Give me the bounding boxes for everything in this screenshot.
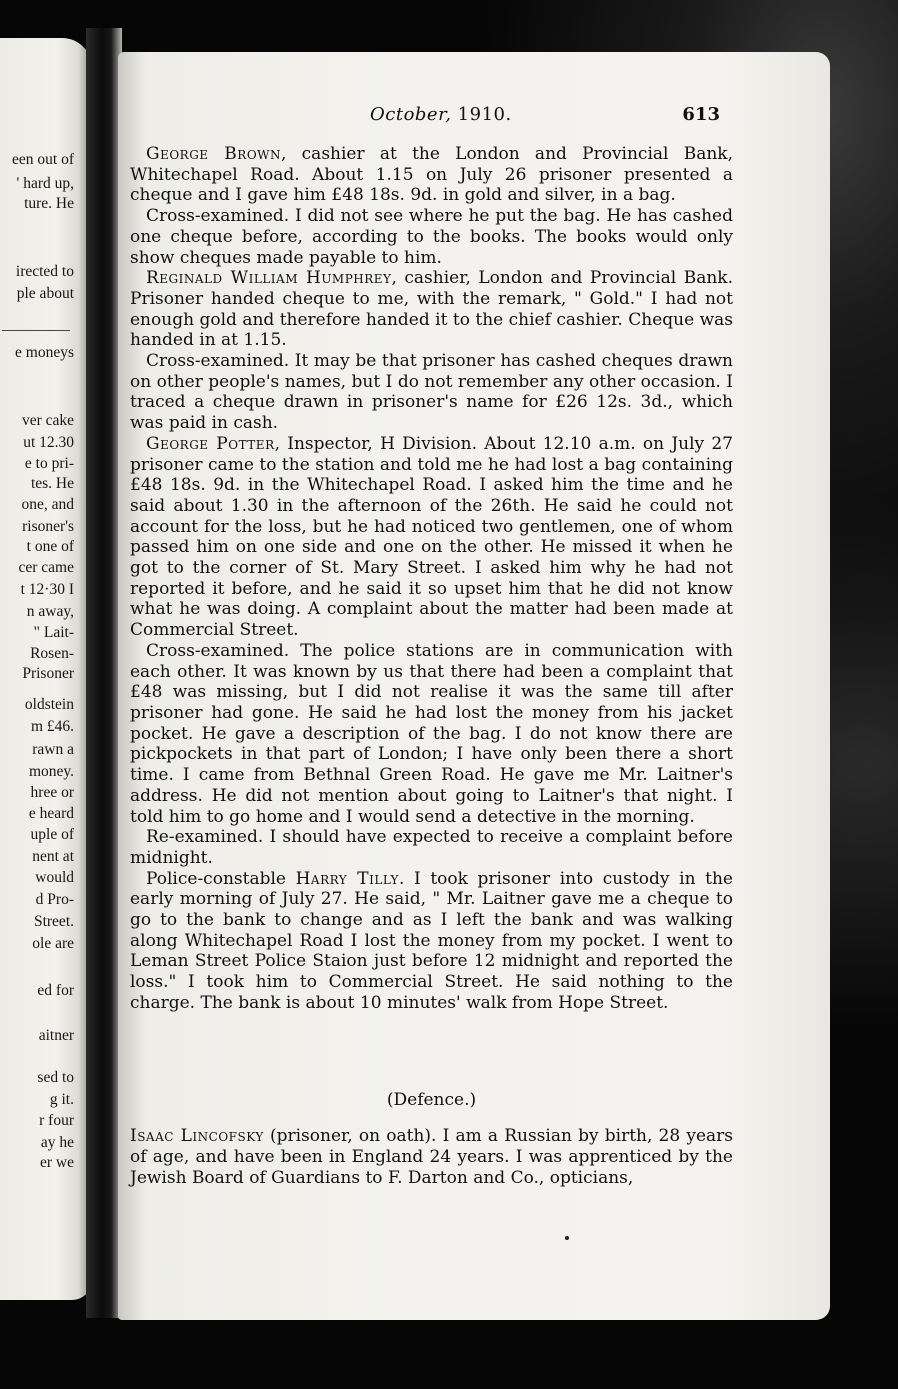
paragraph-text: (prisoner, on oath). I am a Russian by birth, 28 years of age, and have been in England 24 years. I was apprenticed by the Jewish Board of Guardians to F. Darton and Co., opticians,	[130, 1126, 734, 1188]
left-page-fragment: n away,	[26, 603, 74, 620]
page-body-text	[130, 144, 733, 1014]
paragraph-text: , Inspector, H Division. About 12.10 a.m. on July 27 prisoner came to the station and told me he had lost a bag containing £48 18s. 9d. in the Whitechapel Road. I asked him the time and he said about 1.30 in the afternoon of the 26th. He said he could not account for the loss, but he had noticed two gentlemen, one of whom passed him on one side and one on the other. He missed it when he got to the corner of St. Mary Street. I asked him why he had not reported it before, and he said it so upset him that he did not know what he was doing. A complaint about the matter had been made at Commercial Street.	[130, 433, 734, 641]
left-page-fragment: oldstein	[24, 696, 74, 713]
left-facing-page	[0, 38, 92, 1300]
witness-name: Reginald William Humphrey	[146, 268, 392, 289]
paragraph-prefix: Police-constable	[146, 868, 296, 889]
left-page-fragment: e heard	[28, 805, 74, 822]
left-page-fragment: e moneys	[15, 344, 74, 361]
left-page-fragment: d Pro-	[35, 891, 74, 908]
paragraph-re-examined	[130, 827, 733, 868]
paragraph-cross-examined-2	[130, 351, 733, 434]
left-page-fragment: Rosen-	[30, 645, 74, 662]
left-page-fragment: cer came	[18, 559, 74, 576]
left-page-fragment: ver cake	[21, 412, 74, 429]
paragraph-text: Cross-examined. The police stations are in communication with each other. It was known by us that there had been a complaint that £48 was missing, but I did not realise it was the same till after prisoner had gone. He said he had lost the money from his jacket pocket. He gave a description of the bag. I do not know there are pickpockets in that part of London; I have only been there a short time. I came from Bethnal Green Road. He gave me Mr. Laitner's address. He did not mention about going to Laitner's that night. I told him to go home and I would send a detective in the morning.	[130, 640, 733, 827]
left-page-fragment: money.	[28, 763, 74, 780]
left-page-fragment: uple of	[30, 826, 74, 843]
left-page-fragment: ture. He	[24, 195, 74, 212]
paragraph-text: , cashier, London and Provincial Bank. Prisoner handed cheque to me, with the remark, " Gold." I had not enough gold and therefore handed it to the chief cashier. Cheque was handed in at 1.15.	[130, 268, 733, 351]
paragraph-text: Cross-examined. I did not see where he put the bag. He has cashed one cheque before, according to the books. The books would only show cheques made payable to him.	[130, 206, 733, 268]
left-page-fragment: aitner	[38, 1027, 74, 1044]
paragraph-text: . I took prisoner into custody in the early morning of July 27. He said, " Mr. Laitner gave me a cheque to go to the bank to change and as I left the bank and was walking along Whitechapel Road I lost the money from my pocket. I went to Leman Street Police Staion just before 12 midnight and reported the loss." I took him to Commercial Street. He said nothing to the charge. The bank is about 10 minutes' walk from Hope Street.	[130, 868, 733, 1013]
paragraph-harry-tilly	[130, 869, 733, 1014]
left-page-fragment: een out of	[12, 151, 74, 168]
left-page-fragment: t one of	[26, 538, 74, 555]
left-page-fragment: nent at	[32, 848, 74, 865]
left-page-fragment: would	[35, 869, 74, 886]
paragraph-george-potter	[130, 434, 733, 641]
left-page-fragment: ple about	[16, 285, 74, 302]
running-head	[130, 104, 720, 128]
running-head-date	[370, 104, 512, 125]
left-page-fragment: r four	[39, 1112, 74, 1129]
left-page-fragment: risoner's	[22, 518, 74, 535]
witness-name: George Potter	[146, 433, 275, 454]
left-page-fragment: hree or	[30, 784, 74, 801]
left-page-fragment: Prisoner	[22, 665, 74, 682]
left-page-fragment: sed to	[37, 1069, 74, 1086]
ink-speck	[565, 1236, 569, 1240]
left-page-fragment: m £46.	[30, 718, 74, 735]
book-spine-shadow	[86, 28, 122, 1318]
left-page-fragment: t 12·30 I	[20, 581, 74, 598]
paragraph-isaac-lincofsky	[130, 1126, 733, 1189]
paragraph-text: , cashier at the London and Provincial Bank, Whitechapel Road. About 1.15 on July 26 prisoner presented a cheque and I gave him £48 18s. 9d. in gold and silver, in a bag.	[130, 144, 733, 206]
paragraph-reginald-humphrey	[130, 268, 733, 351]
paragraph-text: Cross-examined. It may be that prisoner has cashed cheques drawn on other people's names, but I do not remember any other occasion. I traced a cheque drawn in prisoner's name for £26 12s. 3d., which was paid in cash.	[130, 351, 733, 434]
left-page-fragment: rawn a	[32, 741, 74, 758]
left-page-fragment: ole are	[32, 935, 74, 952]
left-page-fragment: ut 12.30	[23, 434, 74, 451]
running-head-year: 1910.	[457, 104, 512, 125]
left-page-fragment: ' hard up,	[16, 175, 74, 192]
left-page-fragment: Street.	[33, 913, 74, 930]
defence-section	[130, 1126, 733, 1189]
witness-name: Isaac Lincofsky	[130, 1126, 264, 1146]
left-page-fragment: er we	[40, 1154, 74, 1171]
left-page-fragment: " Lait-	[33, 624, 74, 641]
paragraph-george-brown	[130, 144, 733, 206]
left-page-fragment: ed for	[37, 982, 74, 999]
left-page-fragment: g it.	[49, 1091, 74, 1108]
left-page-fragment: tes. He	[30, 475, 74, 492]
paragraph-cross-examined-3	[130, 641, 733, 827]
left-page-rule	[2, 330, 70, 331]
running-head-month: October,	[370, 104, 452, 125]
left-page-fragment: ay he	[40, 1134, 74, 1151]
paragraph-text: Re-examined. I should have expected to receive a complaint before midnight.	[130, 827, 733, 868]
witness-name: Harry Tilly	[295, 868, 399, 889]
witness-name: George Brown	[146, 144, 282, 164]
left-page-fragment: one, and	[21, 496, 74, 513]
defence-heading: (Defence.)	[386, 1090, 477, 1110]
left-page-fragment: irected to	[15, 263, 74, 280]
page-number: 613	[682, 104, 720, 125]
left-page-fragment: e to pri-	[24, 455, 74, 472]
paragraph-cross-examined-1	[130, 206, 733, 268]
